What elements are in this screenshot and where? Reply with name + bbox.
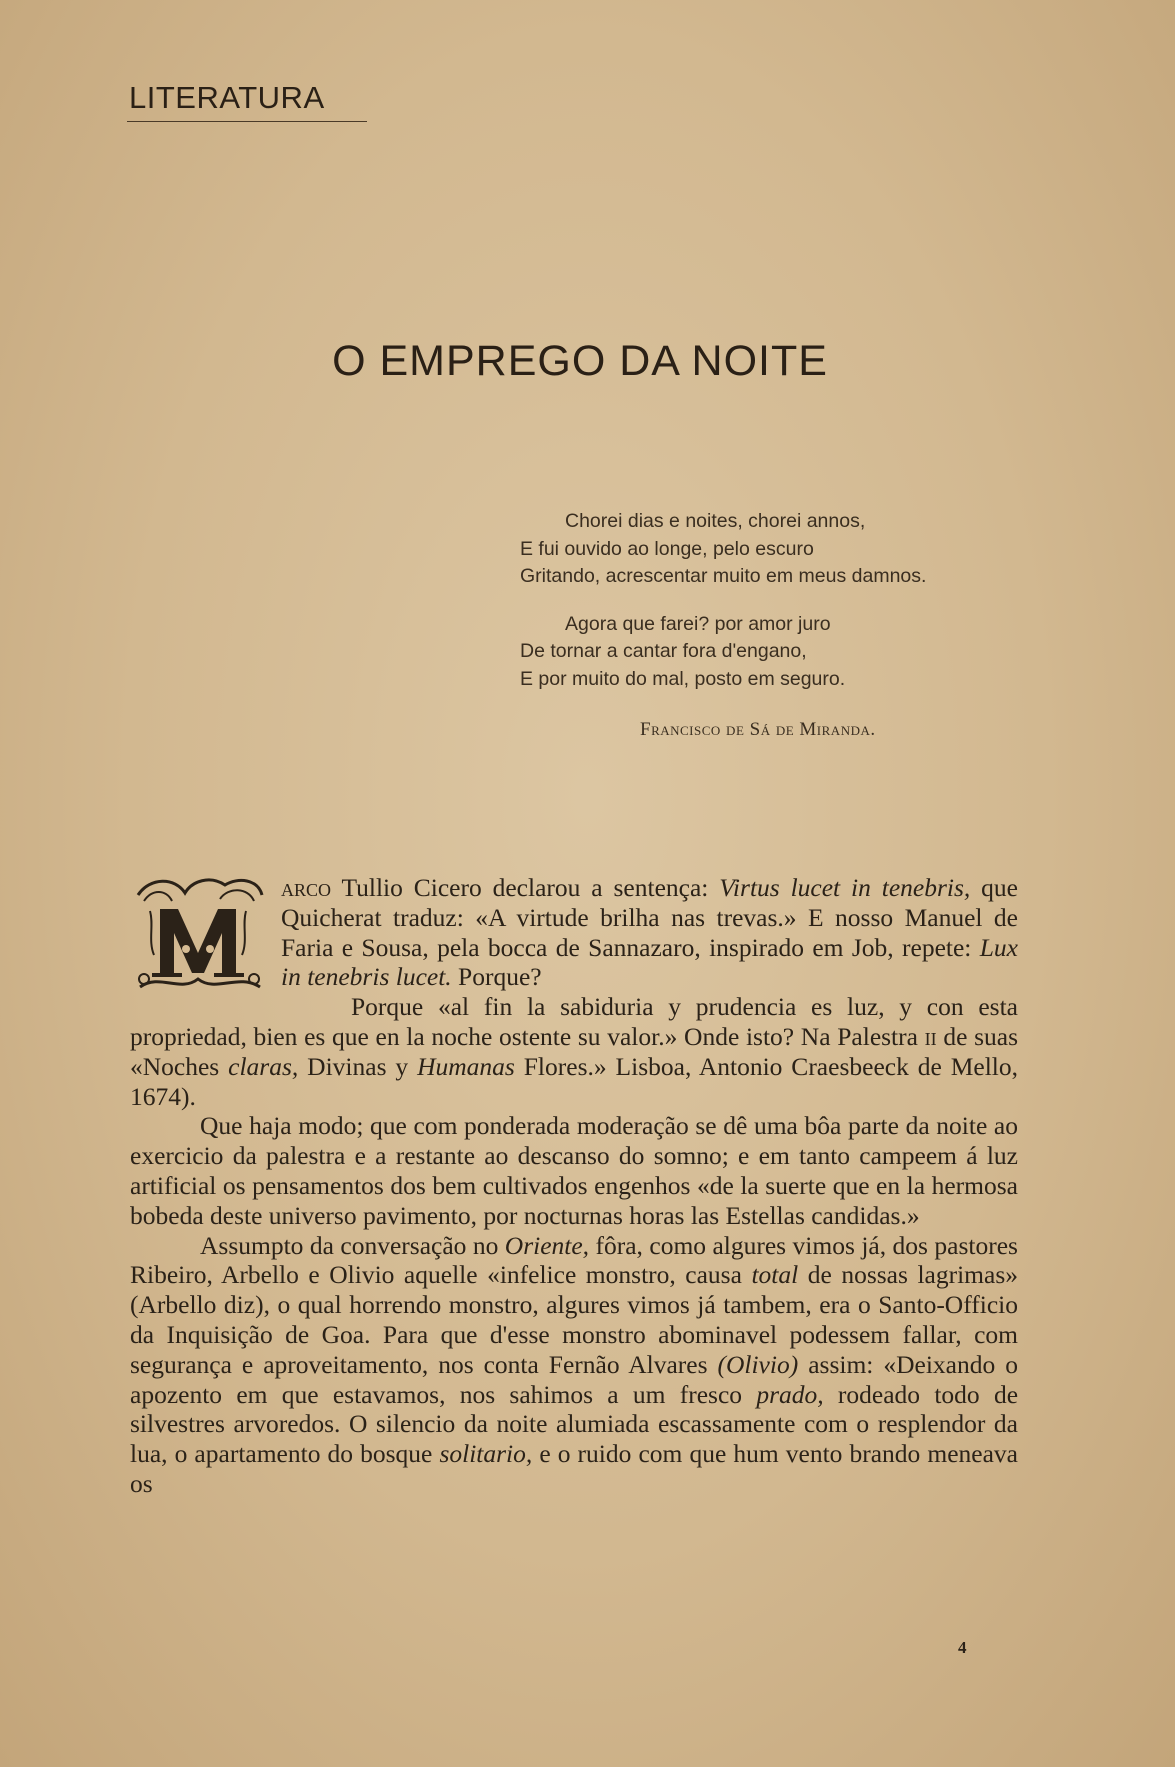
text-run: Divinas y [298,1051,418,1081]
page-number: 4 [958,1638,967,1657]
poem-line: Chorei dias e noites, chorei annos, [565,510,866,532]
section-heading: LITERATURA [129,80,325,115]
poem-line: De tornar a cantar fora d'engano, [520,640,807,662]
roman-numeral: ii [924,1021,937,1051]
italic-run: (Olivio) [717,1349,799,1379]
text-run: Assumpto da conversação no [200,1230,505,1260]
text-run: assim: «Deixando o apozento em que estavamos, nos sahimos a um fresco [130,1349,1018,1409]
text-run: e o ruido com que hum vento brando meneava os [130,1439,1018,1498]
text-run: de nossas lagrimas» (Arbello diz), o qual horrendo monstro, algures vimos já tambem, era o Santo-Officio da Inquisição de Goa. Para que d'esse monstro abominavel podessem fallar, com segurança e aproveitamento, nos conta Fernão Alvares [130,1260,1019,1379]
dropcap-ornament-icon [130,875,267,995]
text-run: Porque «al fin la sabiduria y prudencia es luz, y con esta propriedad, bien es que en la noche ostente su valor.» Onde isto? Na Palestra [130,992,1018,1051]
text-run: Porque? [451,962,542,992]
paragraph [130,1111,1018,1230]
epigraph-author: Francisco de Sá de Miranda. [640,719,876,740]
section-heading-underline [127,121,367,122]
text-run: Flores.» Lisboa, Antonio Craesbeeck de Mello, 1674). [130,1051,1018,1111]
text-run: que Quicherat traduz: «A virtude brilha nas trevas.» E nosso Manuel de Faria e Sousa, pela bocca de Sannazaro, inspirado em Job, repete: [281,873,1018,962]
poem-stanza [520,611,926,694]
italic-run: solitario, [439,1439,533,1469]
paragraph [130,992,1018,1111]
italic-run: Lux in tenebris lucet. [281,932,1018,992]
text-run: Que haja modo; que com ponderada moderação se dê uma bôa parte da noite ao exercicio da palestra e a restante ao descanso do somno; e em tanto campeem á luz artificial os pensamentos dos bem cultivados engenhos «de la suerte que en la hermosa bobeda deste universo pavimento, por nocturnas horas las Estellas candidas.» [130,1111,1018,1230]
epigraph-poem [520,508,926,713]
text-run: de suas «Noches [130,1021,1018,1081]
italic-run: claras, [228,1051,299,1081]
poem-line: Gritando, acrescentar muito em meus damnos. [520,565,927,587]
poem-stanza [520,508,926,591]
text-run: fôra, como algures vimos já, dos pastores Ribeiro, Arbello e Olivio aquelle «infelice monstro, causa [130,1230,1018,1290]
poem-line: E fui ouvido ao longe, pelo escuro [520,537,814,560]
italic-run: prado, [756,1379,824,1409]
ornate-dropcap [130,875,267,995]
italic-run: Humanas [417,1051,515,1081]
text-run: rodeado todo de silvestres arvoredos. O silencio da noite alumiada escassamente com o resplendor da lua, o apartamento do bosque [130,1379,1019,1469]
italic-run: Oriente, [504,1230,590,1260]
paragraph [130,873,1018,992]
article-title: O EMPREGO DA NOITE [332,337,828,385]
italic-run: total [751,1260,799,1290]
poem-line: E por muito do mal, posto em seguro. [520,667,846,690]
article-body [130,873,1018,1499]
poem-line: Agora que farei? por amor juro [565,612,831,635]
italic-run: Virtus lucet in tenebris, [719,873,971,902]
paragraph [130,1231,1018,1499]
lead-word: arco [281,873,332,902]
text-run: Tullio Cicero declarou a sentença: [331,873,720,902]
